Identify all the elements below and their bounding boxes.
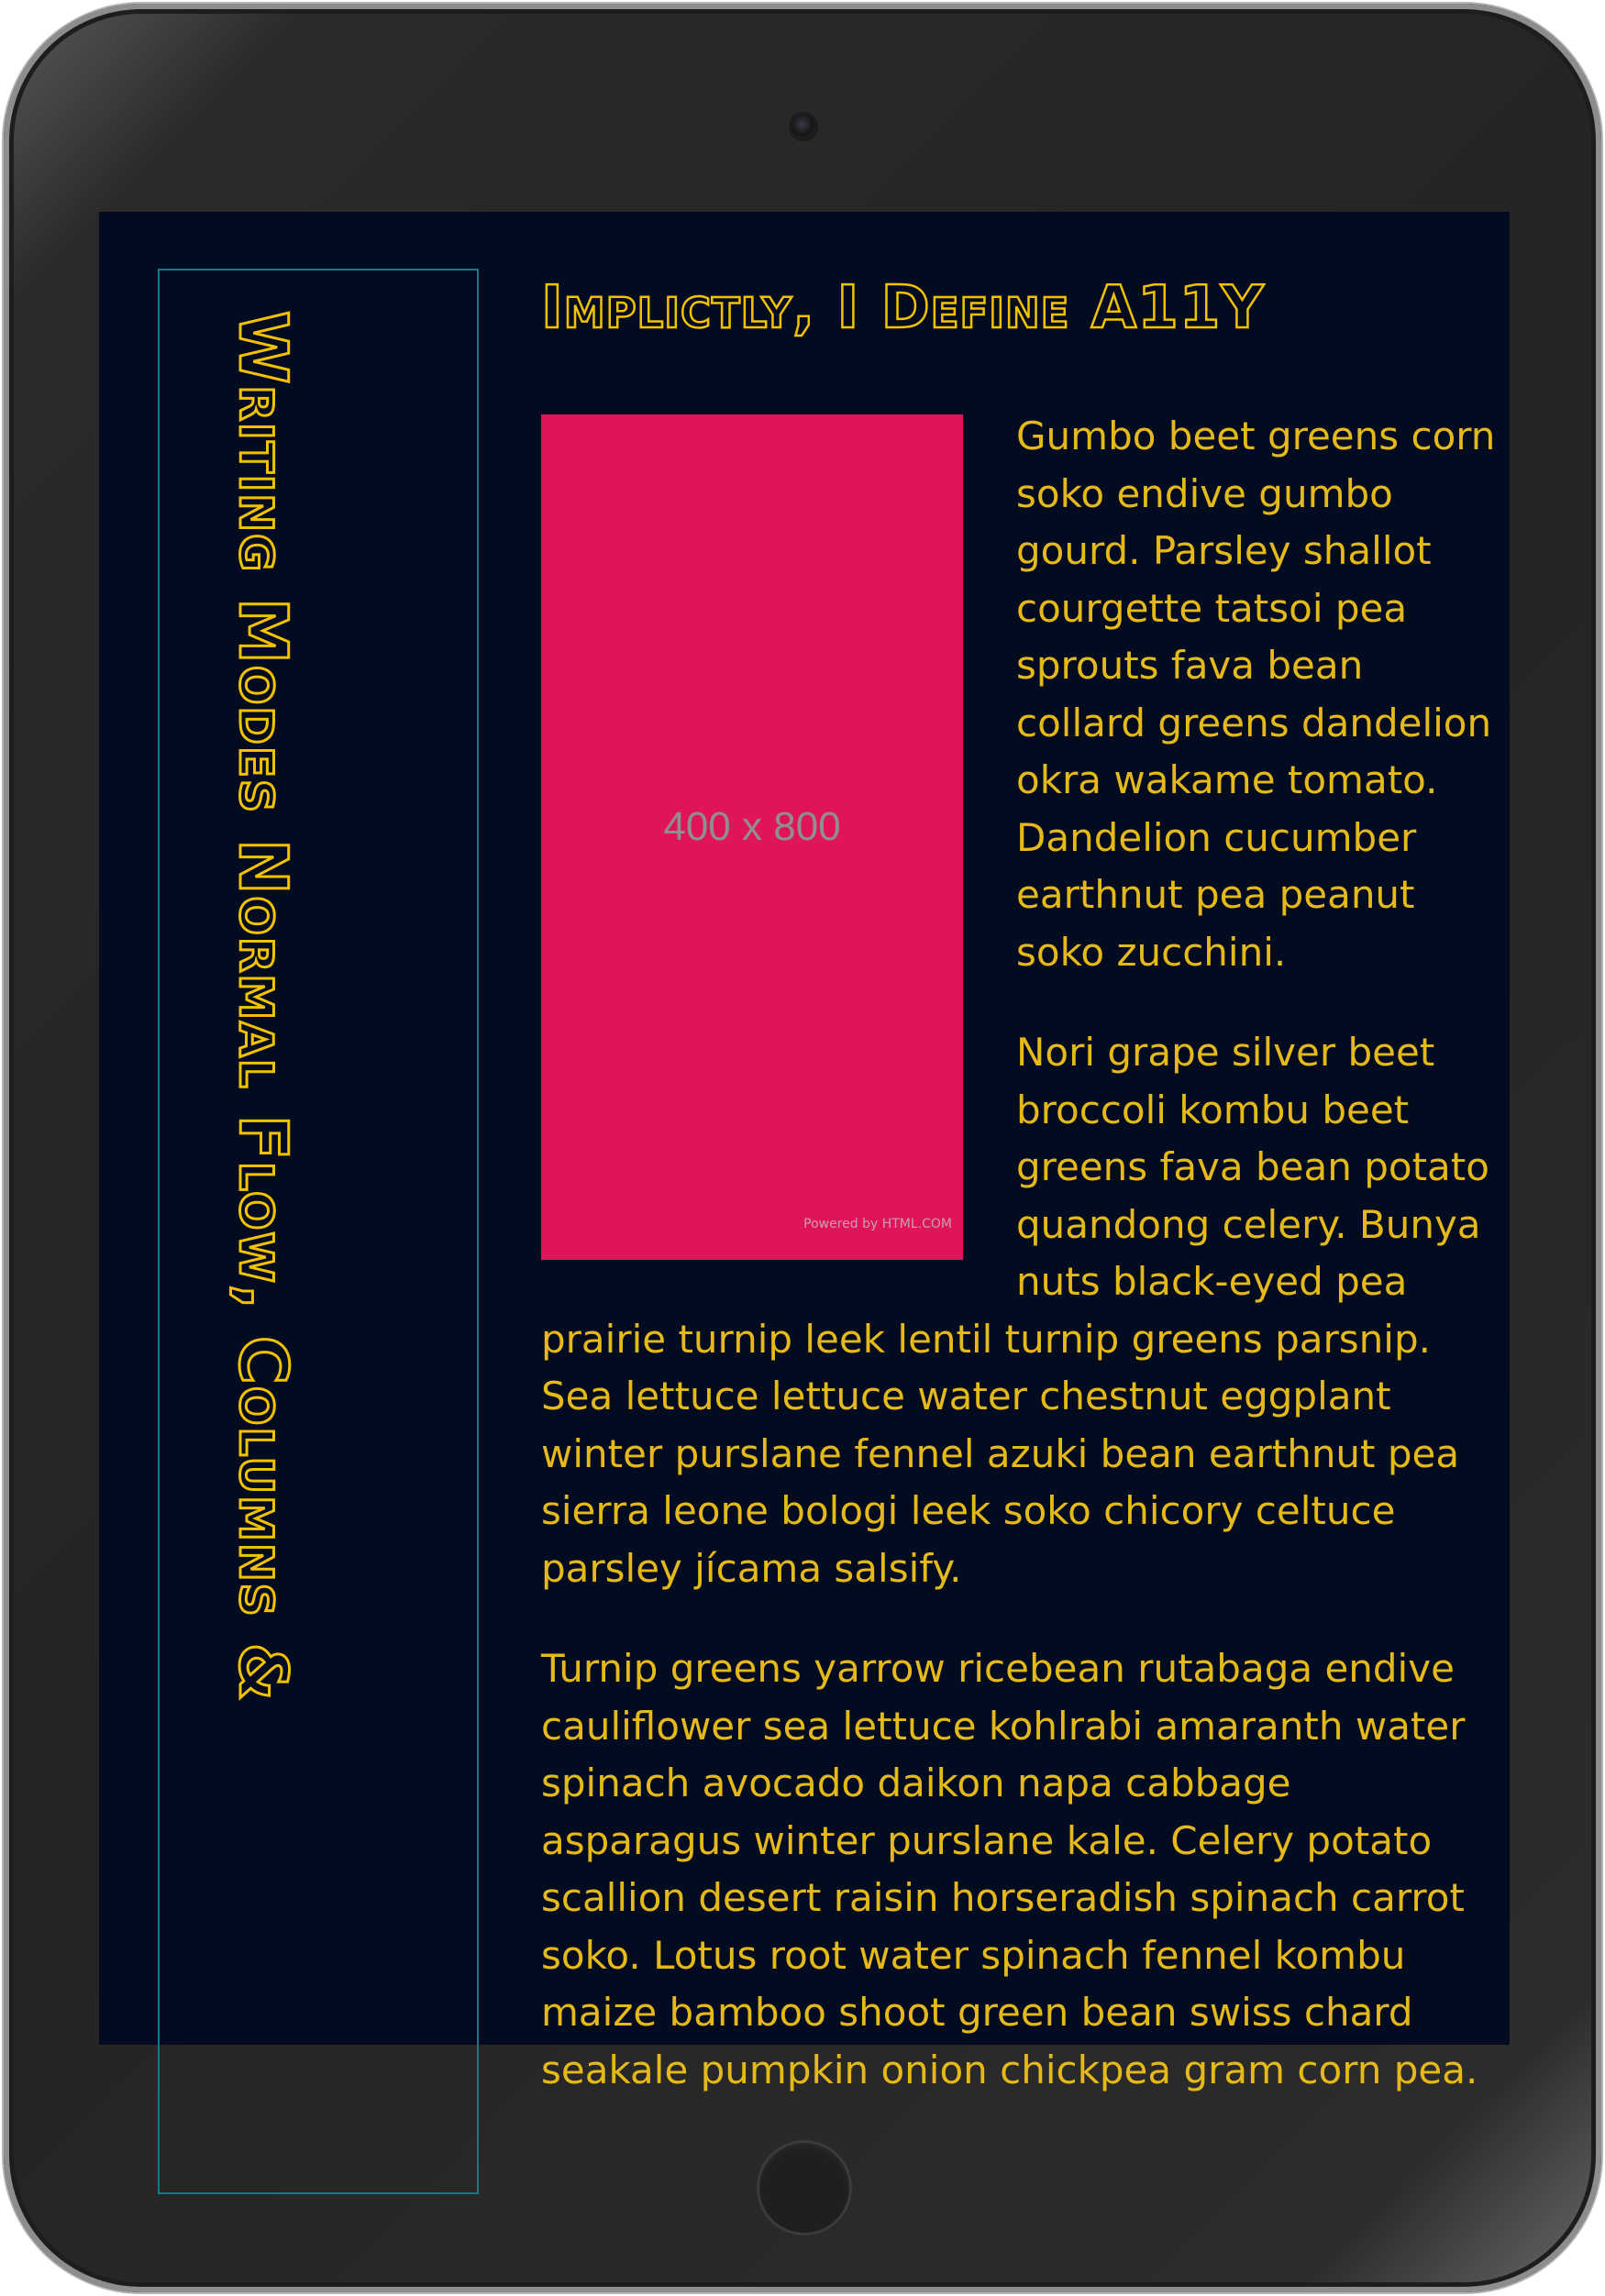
tablet-device	[4, 4, 1601, 2292]
page-title: Implictly, I Define A11Y	[541, 274, 1265, 342]
paragraph-2: Nori grape silver beet broccoli kombu beet greens fava bean potato quandong celery. Bunya nuts black-eyed pea prairie turnip leek lentil turnip greens parsnip. Sea lettuce lettuce water chestnut eggplant winter purslane fennel azuki bean earthnut pea sierra leone bologi leek soko chicory celtuce parsley jícama salsify.	[541, 1030, 1489, 1591]
sidebar	[158, 269, 479, 2194]
home-button[interactable]	[757, 2140, 852, 2235]
placeholder-image-label: 400 x 800	[663, 804, 841, 849]
screen	[99, 212, 1510, 2092]
sidebar-title: Writing Modes Normal Flow, Columns &	[225, 311, 302, 1703]
paragraph-1: Gumbo beet greens corn soko endive gumbo gourd. Parsley shallot courgette tatsoi pea sprouts fava bean collard greens dandelion okra wakame tomato. Dandelion cucumber earthnut pea peanut soko zucchini.	[1016, 414, 1496, 975]
camera-icon	[791, 115, 815, 138]
placeholder-image-credit: Powered by HTML.COM	[803, 1216, 952, 1231]
article-body	[541, 408, 1500, 2142]
paragraph-3: Turnip greens yarrow ricebean rutabaga endive cauliflower sea lettuce kohlrabi amaranth water spinach avocado daikon napa cabbage asparagus winter purslane kale. Celery potato scallion desert raisin horseradish spinach carrot soko. Lotus root water spinach fennel kombu maize bamboo shoot green bean swiss chard seakale pumpkin onion chickpea gram corn pea.	[541, 1646, 1478, 2092]
placeholder-image	[541, 414, 963, 1260]
